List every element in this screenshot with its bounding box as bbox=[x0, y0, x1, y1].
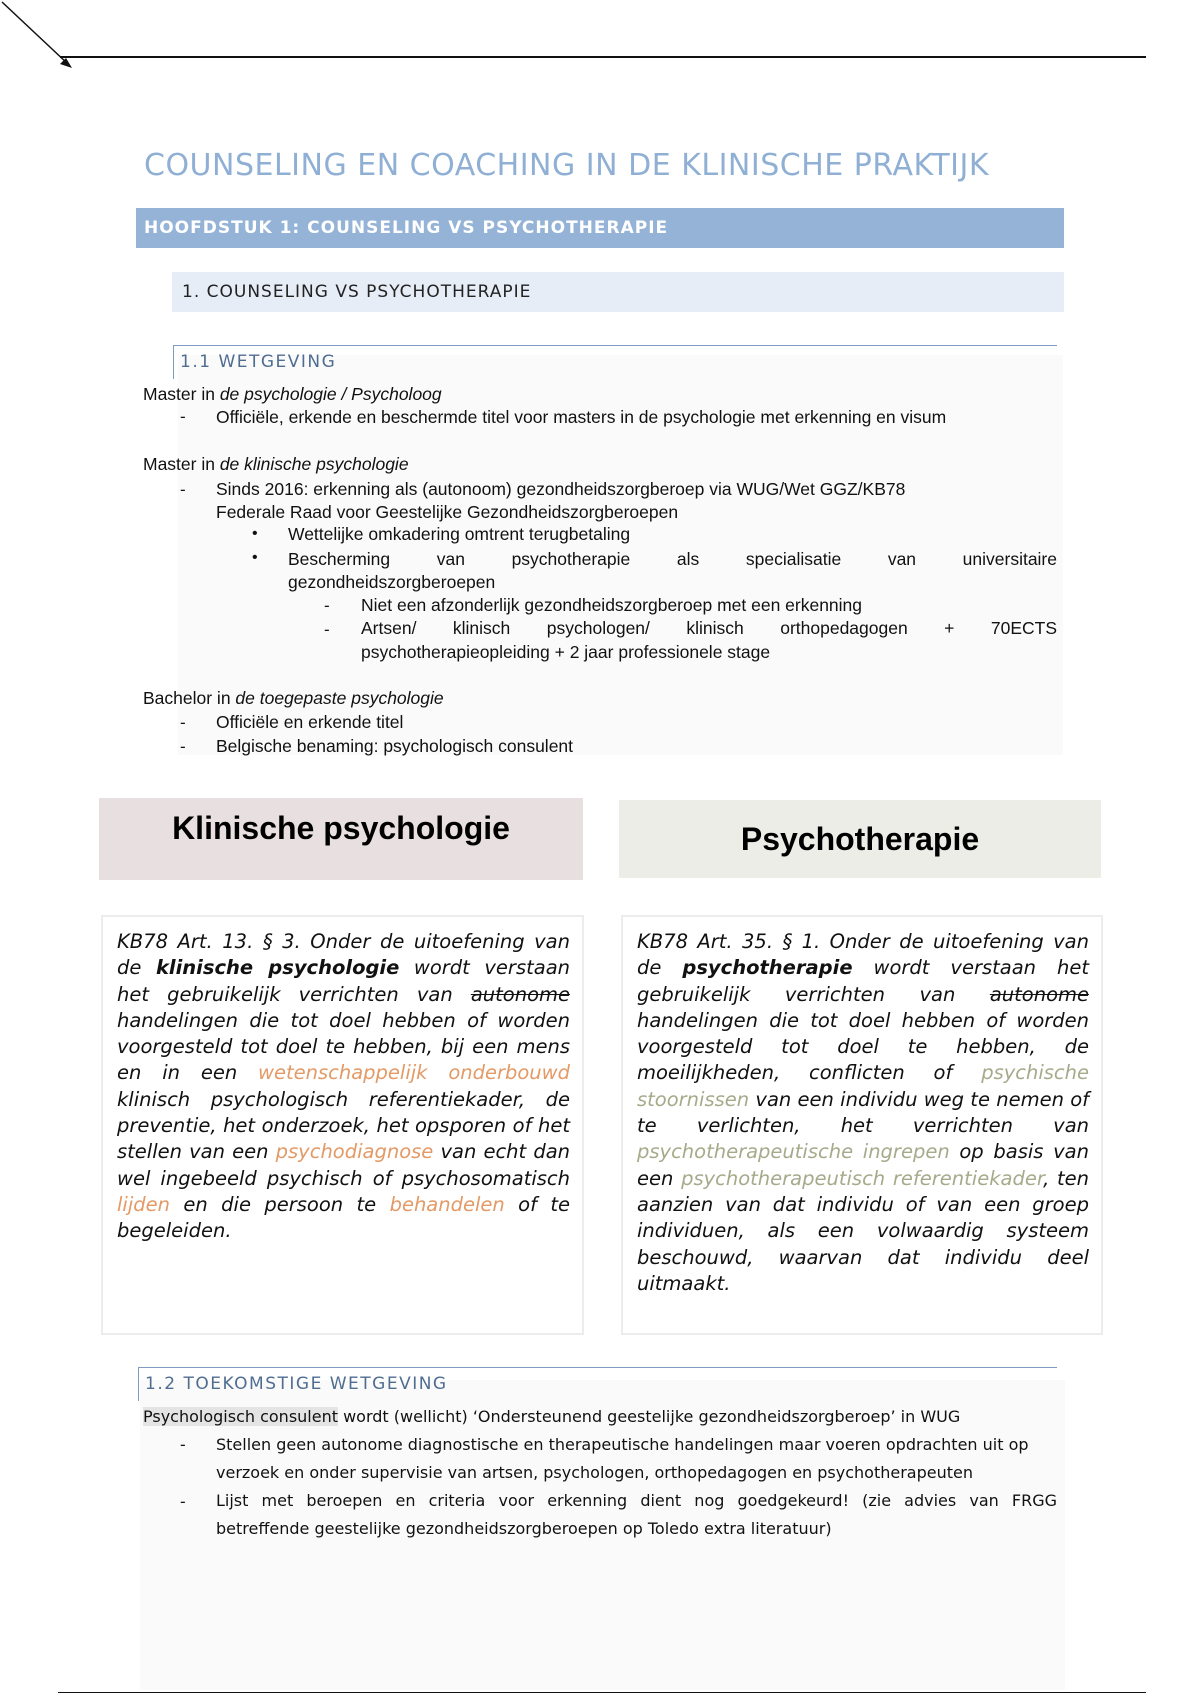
list-bullet: • bbox=[252, 525, 258, 542]
list-item-continuation: betreffende geestelijke gezondheidszorgberoepen op Toledo extra literatuur) bbox=[216, 1519, 832, 1538]
list-item: Wettelijke omkadering omtrent terugbetaling bbox=[288, 524, 631, 544]
list-dash: - bbox=[180, 407, 186, 426]
subsection-heading-toekomstig bbox=[138, 1367, 1057, 1401]
list-item: Belgische benaming: psychologisch consulent bbox=[216, 736, 574, 756]
top-rule bbox=[60, 56, 1146, 58]
list-dash: - bbox=[180, 737, 186, 756]
klinische-psychologie-definition bbox=[101, 915, 584, 1335]
list-item: Artsen/ klinisch psychologen/ klinisch orthopedagogen + 70ECTS bbox=[361, 618, 1057, 638]
subsection-heading-label: 1.2 TOEKOMSTIGE WETGEVING bbox=[145, 1374, 448, 1394]
subsection-heading-wetgeving bbox=[173, 345, 1057, 379]
klinische-psychologie-heading: Klinische psychologie bbox=[99, 798, 583, 880]
document-title: COUNSELING EN COACHING IN DE KLINISCHE PRAKTIJK bbox=[144, 148, 990, 183]
list-item-continuation: gezondheidszorgberoepen bbox=[288, 572, 496, 592]
definition-text: KB78 Art. 35. § 1. Onder de uitoefening van de psychotherapie wordt verstaan het gebruikelijk verrichten van autonome handelingen die tot doel hebben of worden voorgesteld tot doel te hebben, de moeilijkheden, conflicten of psychische stoornissen van een individu weg te nemen of te verlichten, het verrichten van psychotherapeutische ingrepen op basis van een psychotherapeutisch referentiekader, ten aanzien van dat individu of van een groep individuen, als een volwaardig systeem beschouwd, waarvan dat individu deel uitmaakt. bbox=[637, 930, 1090, 1295]
list-item: Lijst met beroepen en criteria voor erkenning dient nog goedgekeurd! (zie advies van FRGG bbox=[216, 1491, 1057, 1510]
list-dash: - bbox=[324, 596, 330, 615]
list-item: Stellen geen autonome diagnostische en therapeutische handelingen maar voeren opdrachten uit op bbox=[216, 1435, 1029, 1454]
list-dash: - bbox=[180, 1492, 186, 1511]
toekomst-intro: Psychologisch consulent wordt (wellicht) ‘Ondersteunend geestelijke gezondheidszorgberoep’ in WUG bbox=[143, 1407, 961, 1426]
list-dash: - bbox=[180, 480, 186, 499]
psychotherapie-heading: Psychotherapie bbox=[619, 800, 1101, 878]
list-item-continuation: psychotherapieopleiding + 2 jaar professionele stage bbox=[361, 642, 771, 662]
list-dash: - bbox=[324, 620, 330, 639]
list-bullet: • bbox=[252, 549, 258, 566]
list-item: Niet een afzonderlijk gezondheidszorgberoep met een erkenning bbox=[361, 595, 863, 615]
bachelor-label: Bachelor in de toegepaste psychologie bbox=[143, 688, 444, 708]
list-item: Officiële en erkende titel bbox=[216, 712, 404, 732]
corner-arrow-icon bbox=[0, 0, 90, 90]
section-heading: 1. COUNSELING VS PSYCHOTHERAPIE bbox=[172, 272, 1064, 312]
bottom-rule bbox=[58, 1692, 1146, 1693]
list-item: Sinds 2016: erkenning als (autonoom) gezondheidszorgberoep via WUG/Wet GGZ/KB78 bbox=[216, 479, 906, 499]
master-psychologie-label: Master in de psychologie / Psycholoog bbox=[143, 384, 442, 404]
definition-text: KB78 Art. 13. § 3. Onder de uitoefening van de klinische psychologie wordt verstaan het gebruikelijk verrichten van autonome handelingen die tot doel hebben of worden voorgesteld tot doel te hebben, bij een mens en in een wetenschappelijk onderbouwd klinisch psychologisch referentiekader, de preventie, het onderzoek, het opsporen of het stellen van een psychodiagnose van echt dan wel ingebeeld psychisch of psychosomatisch lijden en die persoon te behandelen of te begeleiden. bbox=[117, 930, 571, 1243]
master-klinische-label: Master in de klinische psychologie bbox=[143, 454, 409, 474]
chapter-heading: HOOFDSTUK 1: COUNSELING VS PSYCHOTHERAPIE bbox=[136, 208, 1064, 248]
subsection-heading-label: 1.1 WETGEVING bbox=[180, 352, 337, 372]
list-item-continuation: verzoek en onder supervisie van artsen, psychologen, orthopedagogen en psychotherapeuten bbox=[216, 1463, 973, 1482]
list-item: Bescherming van psychotherapie als specialisatie van universitaire bbox=[288, 549, 1057, 569]
list-item: Officiële, erkende en beschermde titel voor masters in de psychologie met erkenning en visum bbox=[216, 407, 947, 427]
psychotherapie-definition bbox=[621, 915, 1103, 1335]
list-dash: - bbox=[180, 1435, 186, 1454]
list-item-continuation: Federale Raad voor Geestelijke Gezondheidszorgberoepen bbox=[216, 502, 679, 522]
list-dash: - bbox=[180, 713, 186, 732]
